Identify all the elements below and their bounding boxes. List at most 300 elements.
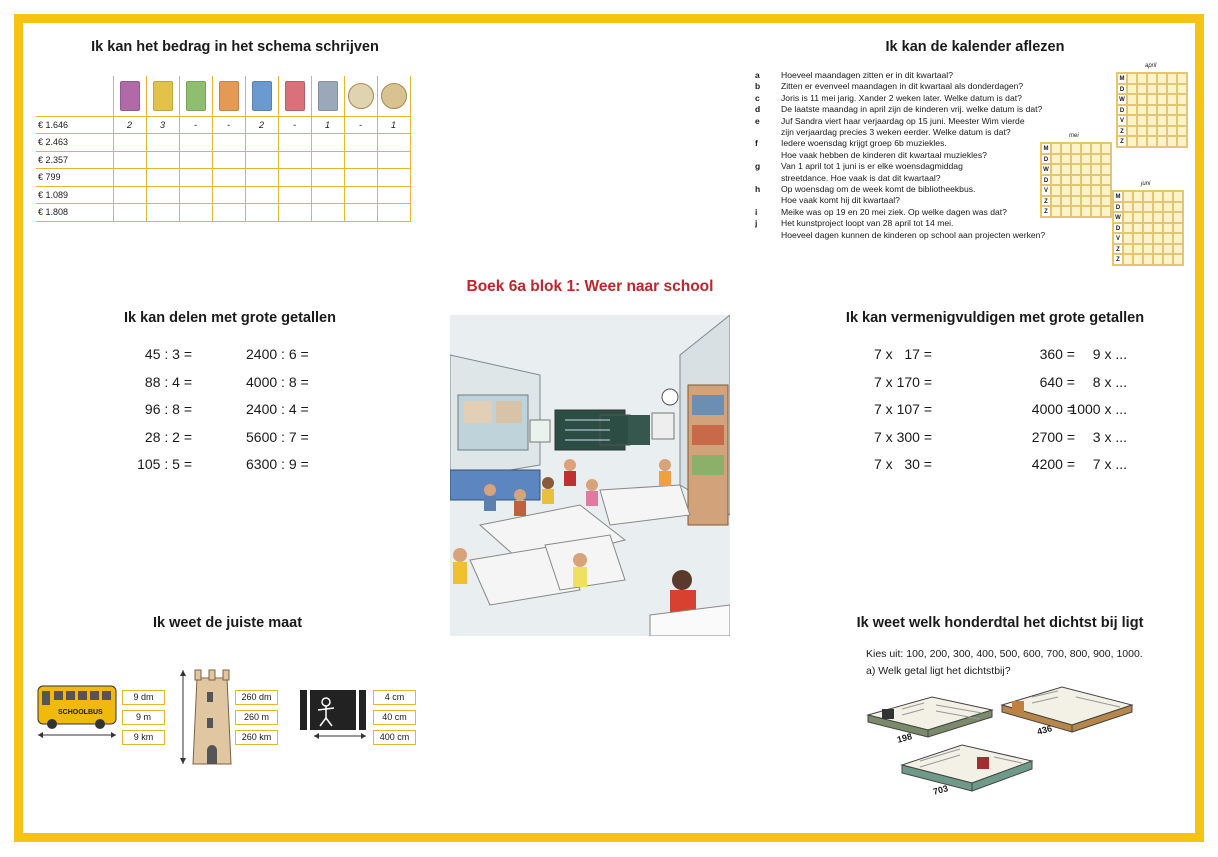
day-cell [1143, 233, 1153, 244]
day-cell [1147, 105, 1157, 116]
money-cell[interactable] [311, 134, 344, 152]
day-cell [1177, 115, 1187, 126]
day-cell [1123, 202, 1133, 213]
day-cell [1173, 254, 1183, 265]
weekday-label: M [1041, 143, 1051, 154]
money-cell[interactable] [344, 204, 377, 222]
200-euro-note-icon [153, 81, 173, 111]
tower-option-3[interactable]: 260 km [235, 730, 278, 745]
day-cell [1101, 185, 1111, 196]
day-cell [1091, 196, 1101, 207]
question-text: Het kunstproject loopt van 28 april tot 14 mei. [781, 218, 954, 229]
weekday-label: D [1117, 84, 1127, 95]
question-text: zijn verjaardag precies 3 weken eerder. Welke datum is dat? [781, 127, 1011, 137]
day-cell [1061, 185, 1071, 196]
question-text: Hoeveel maandagen zitten er in dit kwartaal? [781, 70, 953, 80]
multiplication-expression: 3 x ... [1092, 429, 1127, 445]
day-cell [1061, 143, 1071, 154]
day-cell [1127, 126, 1137, 137]
division-sum: 96 : 8 = [144, 401, 192, 417]
day-cell [1091, 206, 1101, 217]
money-cell[interactable] [278, 151, 311, 169]
money-cell[interactable]: - [344, 116, 377, 134]
day-cell [1061, 164, 1071, 175]
money-amount: € 1.808 [36, 204, 113, 222]
money-cell[interactable] [245, 151, 278, 169]
day-cell [1163, 244, 1173, 255]
money-cell[interactable] [344, 169, 377, 187]
question-letter: j [755, 218, 758, 229]
tile-option-3[interactable]: 400 cm [373, 730, 416, 745]
day-cell [1071, 164, 1081, 175]
money-row [36, 116, 410, 134]
day-cell [1081, 185, 1091, 196]
hundreds-heading: Ik weet welk honderdtal het dichtst bij ligt [856, 615, 1144, 631]
multiplication-value: 2700 = [1031, 429, 1075, 445]
weekday-label: M [1113, 191, 1123, 202]
calendar-heading: Ik kan de kalender aflezen [885, 39, 1065, 55]
money-cell[interactable] [113, 134, 146, 152]
day-cell [1101, 175, 1111, 186]
question-text: Op woensdag om de week komt de bibliotheekbus. [781, 184, 976, 194]
money-heading: Ik kan het bedrag in het schema schrijven [91, 39, 379, 55]
multiplication-sum: 7 x 17 = [874, 346, 932, 362]
money-cell[interactable]: - [278, 116, 311, 134]
money-cell[interactable]: 3 [146, 116, 179, 134]
division-sum: 2400 : 4 = [246, 401, 309, 417]
day-cell [1061, 196, 1071, 207]
day-cell [1147, 136, 1157, 147]
multiplication-sum: 7 x 170 = [874, 374, 932, 390]
money-cell[interactable]: - [179, 116, 212, 134]
day-cell [1101, 206, 1111, 217]
classroom-illustration [450, 315, 730, 636]
day-cell [1173, 212, 1183, 223]
100-euro-note-icon [186, 81, 206, 111]
tower-option-1[interactable]: 260 dm [235, 690, 278, 705]
weekday-label: W [1041, 164, 1051, 175]
day-cell [1101, 164, 1111, 175]
money-cell[interactable] [245, 134, 278, 152]
weekday-label: Z [1117, 136, 1127, 147]
money-cell[interactable] [113, 204, 146, 222]
money-row [36, 151, 410, 169]
day-cell [1173, 191, 1183, 202]
money-cell[interactable] [146, 134, 179, 152]
book-number-3: 703 [931, 783, 950, 797]
hundreds-question: a) Welk getal ligt het dichtstbij? [866, 665, 1011, 677]
day-cell [1137, 105, 1147, 116]
question-text: streetdance. Hoe vaak is dat dit kwartaal? [781, 172, 941, 183]
multiplication-sum: 7 x 300 = [874, 429, 932, 445]
day-cell [1123, 212, 1133, 223]
division-sum: 6300 : 9 = [246, 456, 309, 472]
money-cell[interactable]: 2 [245, 116, 278, 134]
month-name: april [1145, 63, 1157, 69]
day-cell [1143, 202, 1153, 213]
money-cell[interactable]: 1 [311, 116, 344, 134]
month-calendar [1040, 133, 1112, 218]
question-letter: h [755, 184, 761, 194]
day-cell [1123, 233, 1133, 244]
money-cell[interactable] [212, 151, 245, 169]
day-cell [1167, 136, 1177, 147]
weekday-label: V [1117, 115, 1127, 126]
money-cell[interactable] [311, 151, 344, 169]
day-cell [1127, 73, 1137, 84]
day-cell [1127, 84, 1137, 95]
day-cell [1163, 212, 1173, 223]
question-letter: b [755, 81, 761, 92]
day-cell [1177, 126, 1187, 137]
month-calendar [1112, 181, 1184, 266]
day-cell [1173, 233, 1183, 244]
hundreds-choices: Kies uit: 100, 200, 300, 400, 500, 600, 700, 800, 900, 1000. [866, 648, 1143, 660]
day-cell [1091, 185, 1101, 196]
question-letter: g [755, 161, 761, 172]
money-cell[interactable] [146, 204, 179, 222]
money-cell[interactable] [377, 204, 410, 222]
weekday-label: Z [1117, 126, 1127, 137]
money-amount: € 799 [36, 169, 113, 187]
question-letter: c [755, 92, 760, 103]
weekday-label: D [1041, 154, 1051, 165]
day-cell [1091, 175, 1101, 186]
weekday-label: V [1041, 185, 1051, 196]
day-cell [1133, 223, 1143, 234]
multiplication-sum: 7 x 107 = [874, 401, 932, 417]
money-cell[interactable] [377, 169, 410, 187]
money-cell[interactable] [278, 134, 311, 152]
book-number-1: 198 [895, 731, 914, 745]
division-sum: 2400 : 6 = [246, 346, 309, 362]
day-cell [1101, 154, 1111, 165]
day-cell [1133, 254, 1143, 265]
bus-option-1[interactable]: 9 dm [122, 690, 165, 705]
day-cell [1081, 196, 1091, 207]
division-heading: Ik kan delen met grote getallen [124, 310, 336, 326]
day-cell [1137, 84, 1147, 95]
weekday-label: Z [1113, 244, 1123, 255]
money-cell[interactable] [212, 169, 245, 187]
multiplication-expression: 1000 x ... [1069, 401, 1127, 417]
multiplication-value: 640 = [1039, 374, 1075, 390]
20-euro-note-icon [252, 81, 272, 111]
question-text: Juf Sandra viert haar verjaardag op 15 juni. Meester Wim vierde [781, 115, 1025, 126]
day-cell [1123, 244, 1133, 255]
multiplication-value: 360 = [1039, 346, 1075, 362]
10-euro-note-icon [285, 81, 305, 111]
day-cell [1133, 202, 1143, 213]
money-row [36, 204, 410, 222]
day-cell [1173, 244, 1183, 255]
question-text: Hoeveel dagen kunnen de kinderen op school aan projecten werken? [781, 229, 1046, 240]
money-header-cell [179, 76, 212, 116]
day-cell [1163, 254, 1173, 265]
weekday-label: Z [1041, 206, 1051, 217]
500-euro-note-icon [120, 81, 140, 111]
day-cell [1163, 233, 1173, 244]
book-1 [868, 697, 992, 737]
money-cell[interactable] [245, 204, 278, 222]
multiplication-expression: 8 x ... [1092, 374, 1127, 390]
day-cell [1123, 191, 1133, 202]
money-amount: € 2.357 [36, 151, 113, 169]
question-letter: e [755, 115, 760, 126]
day-cell [1127, 94, 1137, 105]
day-cell [1167, 115, 1177, 126]
day-cell [1101, 196, 1111, 207]
day-cell [1173, 223, 1183, 234]
day-cell [1167, 94, 1177, 105]
money-header-cell [311, 76, 344, 116]
day-cell [1127, 105, 1137, 116]
money-row [36, 186, 410, 204]
day-cell [1167, 84, 1177, 95]
money-cell[interactable] [113, 186, 146, 204]
money-row [36, 169, 410, 187]
money-cell[interactable]: - [212, 116, 245, 134]
tower-option-2[interactable]: 260 m [235, 710, 278, 725]
money-cell[interactable] [245, 186, 278, 204]
day-cell [1051, 143, 1061, 154]
day-cell [1133, 212, 1143, 223]
day-cell [1147, 73, 1157, 84]
money-cell[interactable]: 2 [113, 116, 146, 134]
weekday-label: W [1117, 94, 1127, 105]
money-cell[interactable] [179, 134, 212, 152]
bus-option-3[interactable]: 9 km [122, 730, 165, 745]
day-cell [1051, 185, 1061, 196]
day-cell [1127, 136, 1137, 147]
question-text: Iedere woensdag krijgt groep 6b muziekles. [781, 138, 947, 149]
money-cell[interactable] [377, 151, 410, 169]
money-cell[interactable] [311, 186, 344, 204]
money-cell[interactable] [311, 204, 344, 222]
bus-option-2[interactable]: 9 m [122, 710, 165, 725]
month-name: mei [1069, 133, 1079, 139]
money-header-cell [377, 76, 410, 116]
money-cell[interactable] [113, 151, 146, 169]
division-sum: 88 : 4 = [144, 374, 192, 390]
day-cell [1147, 84, 1157, 95]
money-cell[interactable] [278, 169, 311, 187]
question-text: Joris is 11 mei jarig. Xander 2 weken later. Welke datum is dat? [781, 92, 1022, 103]
measure-heading: Ik weet de juiste maat [152, 615, 303, 631]
day-cell [1173, 202, 1183, 213]
day-cell [1167, 105, 1177, 116]
money-cell[interactable] [179, 151, 212, 169]
day-cell [1177, 105, 1187, 116]
day-cell [1051, 175, 1061, 186]
hopscotch-tile-icon [298, 688, 370, 740]
day-cell [1143, 191, 1153, 202]
day-cell [1157, 136, 1167, 147]
money-cell[interactable] [146, 151, 179, 169]
day-cell [1071, 143, 1081, 154]
day-cell [1153, 254, 1163, 265]
day-cell [1123, 223, 1133, 234]
day-cell [1133, 191, 1143, 202]
money-header-cell [278, 76, 311, 116]
multiplication-expression: 9 x ... [1092, 346, 1127, 362]
money-header-cell [245, 76, 278, 116]
money-header-cell [212, 76, 245, 116]
day-cell [1157, 105, 1167, 116]
money-cell[interactable] [212, 204, 245, 222]
division-sum: 5600 : 7 = [246, 429, 309, 445]
5-euro-note-icon [318, 81, 338, 111]
question-letter: f [755, 138, 758, 149]
day-cell [1051, 196, 1061, 207]
weekday-label: D [1117, 105, 1127, 116]
question-text: Hoe vaak hebben de kinderen dit kwartaal muziekles? [781, 149, 987, 160]
money-cell[interactable] [278, 204, 311, 222]
tile-option-1[interactable]: 4 cm [373, 690, 416, 705]
money-cell[interactable] [146, 169, 179, 187]
day-cell [1081, 175, 1091, 186]
division-sum: 4000 : 8 = [246, 374, 309, 390]
money-header-cell [146, 76, 179, 116]
day-cell [1137, 136, 1147, 147]
day-cell [1133, 233, 1143, 244]
day-cell [1137, 94, 1147, 105]
book-3 [902, 745, 1032, 791]
multiplication-sum: 7 x 30 = [874, 456, 932, 472]
day-cell [1167, 126, 1177, 137]
money-cell[interactable] [311, 169, 344, 187]
question-text: De laatste maandag in april zijn de kinderen vrij. welke datum is dat? [781, 104, 1043, 115]
day-cell [1081, 143, 1091, 154]
question-letter: a [755, 70, 760, 80]
day-cell [1137, 73, 1147, 84]
money-cell[interactable]: 1 [377, 116, 410, 134]
money-cell[interactable] [212, 134, 245, 152]
2-euro-coin-icon [348, 83, 374, 109]
day-cell [1153, 191, 1163, 202]
day-cell [1101, 143, 1111, 154]
weekday-label: W [1113, 212, 1123, 223]
day-cell [1091, 164, 1101, 175]
day-cell [1081, 206, 1091, 217]
day-cell [1123, 254, 1133, 265]
day-cell [1091, 143, 1101, 154]
day-cell [1143, 244, 1153, 255]
book-2 [1002, 687, 1132, 732]
money-cell[interactable] [113, 169, 146, 187]
money-cell[interactable] [377, 186, 410, 204]
day-cell [1163, 202, 1173, 213]
weekday-label: M [1117, 73, 1127, 84]
day-cell [1153, 244, 1163, 255]
money-cell[interactable] [146, 186, 179, 204]
day-cell [1157, 126, 1167, 137]
multiplication-value: 4200 = [1031, 456, 1075, 472]
month-calendar [1116, 63, 1188, 148]
money-amount: € 1.089 [36, 186, 113, 204]
money-cell[interactable] [212, 186, 245, 204]
money-cell[interactable] [179, 169, 212, 187]
bus-label: SCHOOLBUS [58, 709, 103, 716]
day-cell [1177, 84, 1187, 95]
day-cell [1143, 212, 1153, 223]
day-cell [1147, 115, 1157, 126]
tower-icon [177, 668, 237, 768]
money-cell[interactable] [344, 186, 377, 204]
tile-option-2[interactable]: 40 cm [373, 710, 416, 725]
multiplication-heading: Ik kan vermenigvuldigen met grote getallen [845, 310, 1145, 326]
day-cell [1163, 191, 1173, 202]
day-cell [1051, 154, 1061, 165]
day-cell [1137, 126, 1147, 137]
money-cell[interactable] [179, 204, 212, 222]
book-number-2: 436 [1035, 723, 1054, 737]
weekday-label: Z [1113, 254, 1123, 265]
money-header-cell [344, 76, 377, 116]
day-cell [1071, 175, 1081, 186]
weekday-label: D [1113, 223, 1123, 234]
day-cell [1177, 136, 1187, 147]
day-cell [1157, 115, 1167, 126]
day-cell [1071, 154, 1081, 165]
month-name: juni [1141, 181, 1151, 187]
weekday-label: Z [1041, 196, 1051, 207]
day-cell [1081, 154, 1091, 165]
day-cell [1061, 154, 1071, 165]
money-amount: € 1.646 [36, 116, 113, 134]
day-cell [1147, 94, 1157, 105]
day-cell [1153, 233, 1163, 244]
money-cell[interactable] [179, 186, 212, 204]
50-euro-note-icon [219, 81, 239, 111]
question-text: Hoe vaak komt hij dit kwartaal? [781, 195, 900, 206]
money-table [36, 76, 411, 222]
day-cell [1147, 126, 1157, 137]
day-cell [1143, 223, 1153, 234]
multiplication-expression: 7 x ... [1092, 456, 1127, 472]
day-cell [1127, 115, 1137, 126]
day-cell [1163, 223, 1173, 234]
weekday-label: V [1113, 233, 1123, 244]
day-cell [1091, 154, 1101, 165]
day-cell [1177, 94, 1187, 105]
money-cell[interactable] [344, 151, 377, 169]
day-cell [1051, 164, 1061, 175]
money-cell[interactable] [278, 186, 311, 204]
money-icon-spacer [36, 76, 113, 116]
day-cell [1157, 84, 1167, 95]
day-cell [1061, 175, 1071, 186]
day-cell [1157, 94, 1167, 105]
day-cell [1133, 244, 1143, 255]
day-cell [1167, 73, 1177, 84]
money-header-cell [113, 76, 146, 116]
money-cell[interactable] [344, 134, 377, 152]
money-cell[interactable] [245, 169, 278, 187]
day-cell [1137, 115, 1147, 126]
day-cell [1143, 254, 1153, 265]
division-sum: 105 : 5 = [137, 456, 192, 472]
day-cell [1153, 212, 1163, 223]
day-cell [1051, 206, 1061, 217]
money-cell[interactable] [377, 134, 410, 152]
question-letter: i [755, 206, 758, 217]
question-text: Meike was op 19 en 20 mei ziek. Op welke dagen was dat? [781, 206, 1007, 217]
division-sum: 45 : 3 = [144, 346, 192, 362]
day-cell [1153, 202, 1163, 213]
weekday-label: D [1113, 202, 1123, 213]
day-cell [1081, 164, 1091, 175]
